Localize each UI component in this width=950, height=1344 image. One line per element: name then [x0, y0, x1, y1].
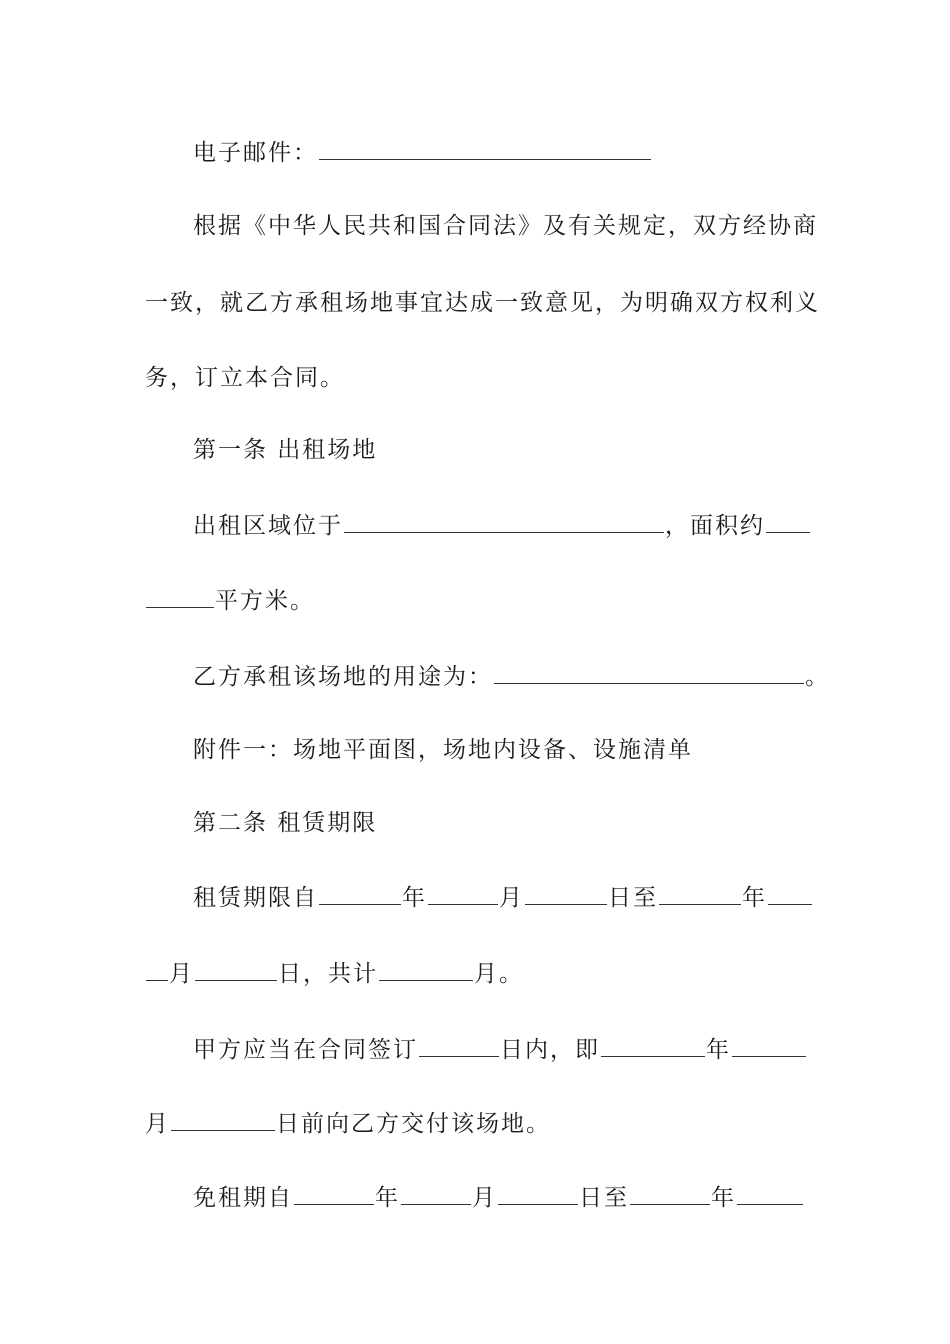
email-line: [145, 133, 810, 173]
term-line-2: [145, 954, 810, 994]
delivery-suffix: 日前向乙方交付该场地。: [276, 1111, 551, 1137]
delivery-line-2: [145, 1104, 810, 1144]
free-prefix: 免租期自: [193, 1185, 293, 1211]
attachment-line: 附件一：场地平面图，场地内设备、设施清单: [193, 737, 693, 763]
term-end-year: 年: [742, 885, 767, 911]
free-end-year-blank: [630, 1178, 710, 1205]
preamble-line-1: 根据《中华人民共和国合同法》及有关规定，双方经协商: [193, 213, 818, 239]
free-day-blank: [498, 1178, 578, 1205]
area-mid: ，面积约: [665, 513, 765, 539]
delivery-mid: 日内，即: [500, 1037, 600, 1063]
term-day-total: 日，共计: [278, 961, 378, 987]
preamble-line-3: 务，订立本合同。: [145, 365, 345, 391]
delivery-day-blank: [171, 1104, 275, 1131]
delivery-days-blank: [419, 1030, 499, 1057]
free-day-to: 日至: [579, 1185, 629, 1211]
free-month-blank: [401, 1178, 471, 1205]
article-2-heading: 第二条 租赁期限: [193, 810, 378, 836]
term-total-blank: [379, 954, 473, 981]
location-line: [145, 506, 810, 546]
term-year: 年: [402, 885, 427, 911]
term-line-1: [145, 878, 810, 918]
term-month-blank: [428, 878, 498, 905]
free-month: 月: [472, 1185, 497, 1211]
term-year-blank: [319, 878, 401, 905]
term-end-month-blank-2: [146, 954, 168, 981]
email-label: 电子邮件：: [193, 140, 318, 166]
delivery-line-1: [145, 1030, 810, 1070]
area-blank-1: [766, 506, 810, 533]
term-month: 月: [499, 885, 524, 911]
term-month-end: 月。: [474, 961, 524, 987]
free-year: 年: [375, 1185, 400, 1211]
preamble-line-2: 一致，就乙方承租场地事宜达成一致意见，为明确双方权利义: [145, 290, 820, 316]
term-end-day-blank: [195, 954, 277, 981]
delivery-year: 年: [706, 1037, 731, 1063]
purpose-suffix: 。: [805, 664, 830, 690]
delivery-prefix: 甲方应当在合同签订: [193, 1037, 418, 1063]
term-end-month-blank-1: [768, 878, 812, 905]
delivery-month-blank: [732, 1030, 806, 1057]
term-end-month: 月: [169, 961, 194, 987]
delivery-month: 月: [145, 1111, 170, 1137]
area-blank-2: [146, 581, 214, 608]
term-day-to: 日至: [608, 885, 658, 911]
free-end-month-blank: [737, 1178, 803, 1205]
free-year-blank: [294, 1178, 374, 1205]
location-prefix: 出租区域位于: [193, 513, 343, 539]
location-blank: [344, 506, 664, 533]
area-suffix: 平方米。: [215, 588, 315, 614]
purpose-blank: [494, 657, 804, 684]
term-end-year-blank: [659, 878, 741, 905]
purpose-prefix: 乙方承租该场地的用途为：: [193, 664, 493, 690]
article-1-heading: 第一条 出租场地: [193, 437, 378, 463]
term-prefix: 租赁期限自: [193, 885, 318, 911]
free-period-line: [145, 1178, 810, 1218]
delivery-year-blank: [601, 1030, 705, 1057]
area-line: [145, 581, 810, 621]
free-end-year: 年: [711, 1185, 736, 1211]
purpose-line: [145, 657, 830, 697]
email-blank: [319, 133, 651, 160]
term-day-blank: [525, 878, 607, 905]
